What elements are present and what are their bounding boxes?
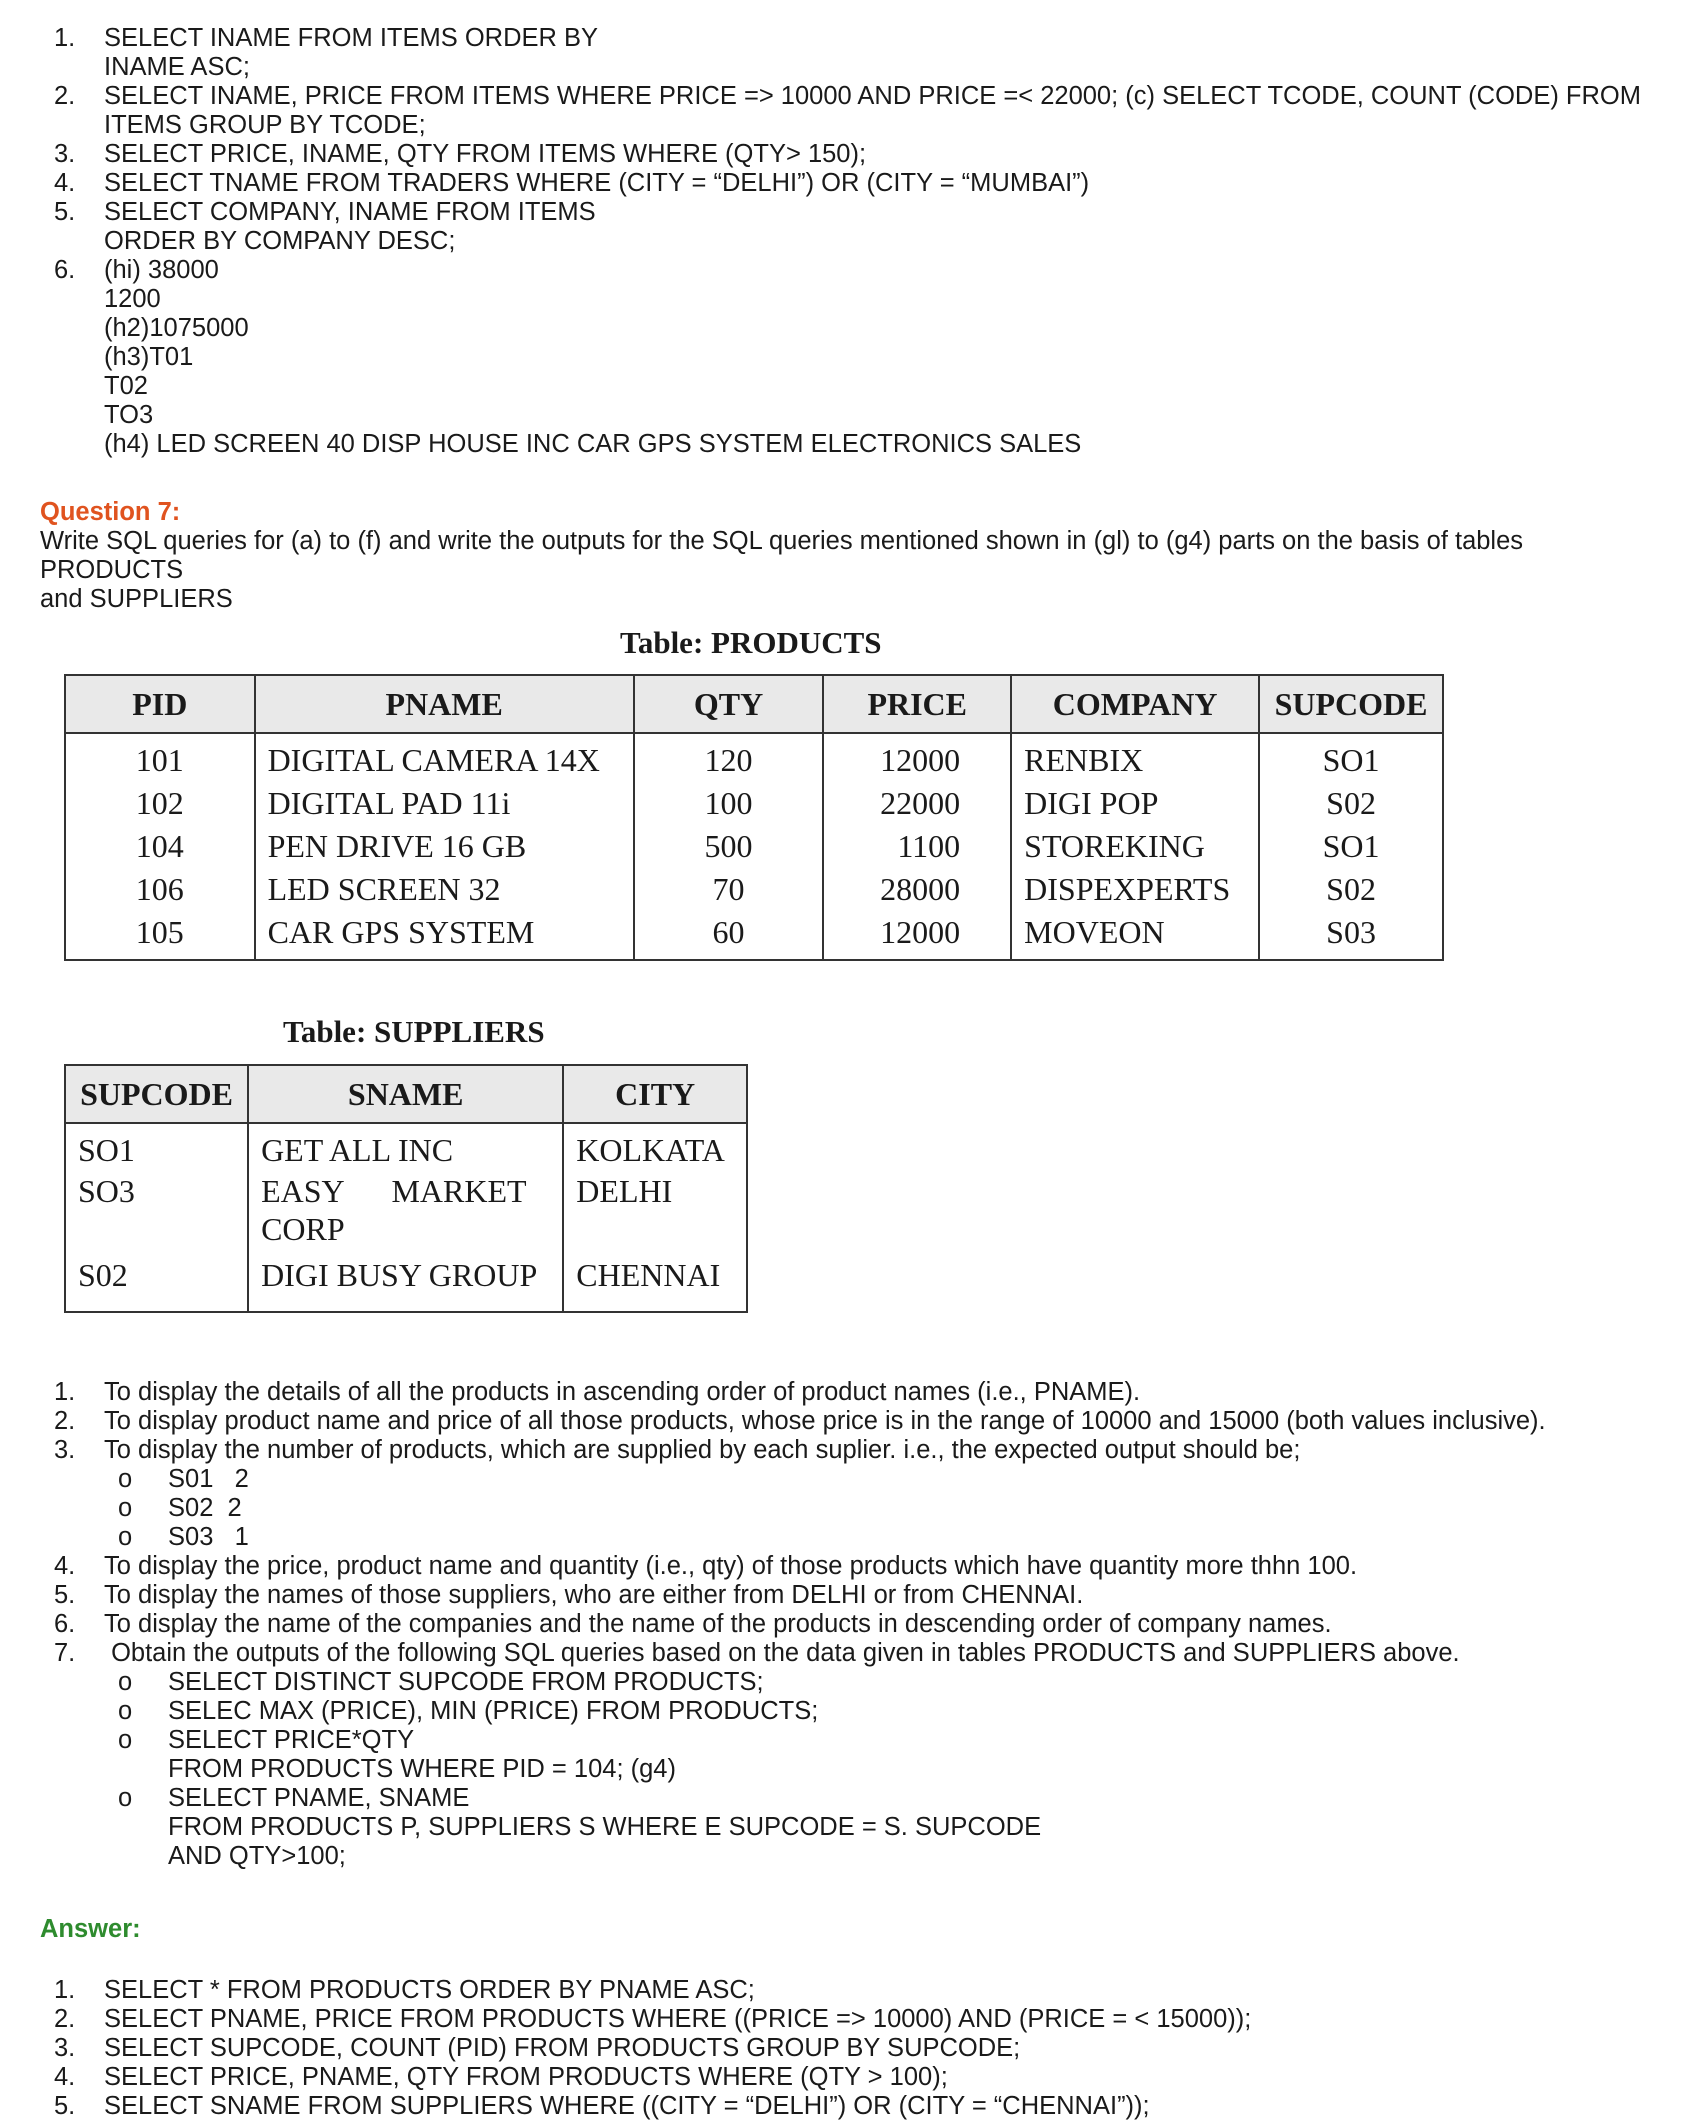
table-cell: 500 bbox=[634, 828, 824, 871]
table-cell: 12000 bbox=[823, 914, 1011, 960]
table-cell: DISPEXPERTS bbox=[1011, 871, 1259, 914]
table-row bbox=[65, 871, 1443, 914]
list-item: 1. To display the details of all the products in ascending order of product names (i.e., PNAME). bbox=[54, 1378, 1141, 1406]
table-row bbox=[65, 1257, 747, 1312]
table-cell: LED SCREEN 32 bbox=[255, 871, 634, 914]
column-header: QTY bbox=[634, 675, 824, 733]
table-row bbox=[65, 1123, 747, 1173]
table-header-row bbox=[65, 675, 1443, 733]
table-cell: SO1 bbox=[1259, 733, 1443, 785]
suppliers-table bbox=[64, 1064, 748, 1313]
list-item: 1. SELECT INAME FROM ITEMS ORDER BY INAME ASC; bbox=[54, 24, 599, 81]
list-item: o SELECT PNAME, SNAME FROM PRODUCTS P, SUPPLIERS S WHERE E SUPCODE = S. SUPCODE AND QTY>100; bbox=[118, 1784, 1042, 1870]
list-item: 4. SELECT PRICE, PNAME, QTY FROM PRODUCTS WHERE (QTY > 100); bbox=[54, 2063, 948, 2091]
table-cell: SO3 bbox=[65, 1173, 248, 1211]
table-cell: S02 bbox=[1259, 871, 1443, 914]
question-heading: Question 7: bbox=[40, 498, 181, 526]
list-item: 4. SELECT TNAME FROM TRADERS WHERE (CITY = “DELHI”) OR (CITY = “MUMBAI”) bbox=[54, 169, 1090, 197]
list-item: o S01 2 bbox=[118, 1465, 249, 1493]
list-item: o SELECT DISTINCT SUPCODE FROM PRODUCTS; bbox=[118, 1668, 764, 1696]
answer-heading: Answer: bbox=[40, 1915, 141, 1943]
table-cell: DIGI BUSY GROUP bbox=[248, 1257, 563, 1312]
table-cell: EASY MARKET bbox=[248, 1173, 563, 1211]
table-row bbox=[65, 914, 1443, 960]
task-list bbox=[40, 1378, 1680, 1871]
table-cell: CORP bbox=[248, 1211, 563, 1257]
list-item: 5. SELECT COMPANY, INAME FROM ITEMS ORDER BY COMPANY DESC; bbox=[54, 198, 596, 255]
column-header: SUPCODE bbox=[1259, 675, 1443, 733]
table-row bbox=[65, 733, 1443, 785]
table-cell: 106 bbox=[65, 871, 255, 914]
table-row bbox=[65, 1211, 747, 1257]
table-row bbox=[65, 1173, 747, 1211]
table-cell: RENBIX bbox=[1011, 733, 1259, 785]
table-cell: 102 bbox=[65, 785, 255, 828]
column-header: SNAME bbox=[248, 1065, 563, 1123]
table-cell: DIGITAL PAD 11i bbox=[255, 785, 634, 828]
table-cell: DELHI bbox=[563, 1173, 747, 1211]
list-item: o SELEC MAX (PRICE), MIN (PRICE) FROM PRODUCTS; bbox=[118, 1697, 819, 1725]
top-answer-list bbox=[40, 24, 1680, 459]
table-cell: 104 bbox=[65, 828, 255, 871]
table-cell: 120 bbox=[634, 733, 824, 785]
table-cell: PEN DRIVE 16 GB bbox=[255, 828, 634, 871]
list-item: 3. SELECT SUPCODE, COUNT (PID) FROM PRODUCTS GROUP BY SUPCODE; bbox=[54, 2034, 1021, 2062]
question-text: Write SQL queries for (a) to (f) and write the outputs for the SQL queries mentioned shown in (gl) to (g4) parts on the basis of tables PRODUCTS and SUPPLIERS bbox=[40, 527, 1524, 613]
list-item: 5. To display the names of those suppliers, who are either from DELHI or from CHENNAI. bbox=[54, 1581, 1084, 1609]
products-table-caption: Table: PRODUCTS bbox=[620, 625, 882, 660]
column-header: PID bbox=[65, 675, 255, 733]
list-item: 5. SELECT SNAME FROM SUPPLIERS WHERE ((CITY = “DELHI”) OR (CITY = “CHENNAI”)); bbox=[54, 2092, 1150, 2120]
expected-output-list bbox=[104, 1465, 1680, 1552]
table-cell: KOLKATA bbox=[563, 1123, 747, 1173]
table-cell: 70 bbox=[634, 871, 824, 914]
table-cell: MOVEON bbox=[1011, 914, 1259, 960]
table-cell: 60 bbox=[634, 914, 824, 960]
list-item: 2. SELECT PNAME, PRICE FROM PRODUCTS WHERE ((PRICE => 10000) AND (PRICE = < 15000)); bbox=[54, 2005, 1252, 2033]
products-table bbox=[64, 674, 1444, 961]
table-cell: 28000 bbox=[823, 871, 1011, 914]
suppliers-table-caption: Table: SUPPLIERS bbox=[283, 1014, 545, 1049]
table-cell bbox=[563, 1211, 747, 1257]
list-item: 3. To display the number of products, which are supplied by each suplier. i.e., the expected output should be; o S01 2 o S02 2 o S03 1 bbox=[40, 1436, 1680, 1552]
table-cell: DIGI POP bbox=[1011, 785, 1259, 828]
column-header: PNAME bbox=[255, 675, 634, 733]
table-cell: 100 bbox=[634, 785, 824, 828]
table-cell: STOREKING bbox=[1011, 828, 1259, 871]
table-cell: SO1 bbox=[65, 1123, 248, 1173]
column-header: PRICE bbox=[823, 675, 1011, 733]
list-item: 6. To display the name of the companies and the name of the products in descending order of company names. bbox=[54, 1610, 1332, 1638]
column-header: COMPANY bbox=[1011, 675, 1259, 733]
table-cell: CAR GPS SYSTEM bbox=[255, 914, 634, 960]
sql-query-list bbox=[104, 1668, 1680, 1871]
list-item: 7. Obtain the outputs of the following SQL queries based on the data given in tables PRODUCTS and SUPPLIERS above. o SELECT DISTINCT SUPCODE FROM PRODUCTS; o SELEC MAX (PRICE), MIN (PRICE) FROM PRODUCTS; o SELECT PRICE*QTY FROM PRODUCTS WHERE PID = 104; (g4) o SELECT PNAME, SNAME FROM PRODUCTS P, SUPPLIERS S WHERE E SUPCODE = S. SUPCODE AND QTY>100; bbox=[40, 1639, 1680, 1871]
column-header: SUPCODE bbox=[65, 1065, 248, 1123]
list-item: 2. SELECT INAME, PRICE FROM ITEMS WHERE PRICE => 10000 AND PRICE =< 22000; (c) SELECT TCODE, COUNT (CODE) FROM ITEMS GROUP BY TCODE; bbox=[54, 82, 1641, 139]
list-item: 3. SELECT PRICE, INAME, QTY FROM ITEMS WHERE (QTY> 150); bbox=[54, 140, 867, 168]
list-item: o SELECT PRICE*QTY FROM PRODUCTS WHERE PID = 104; (g4) bbox=[118, 1726, 676, 1783]
list-item: 2. To display product name and price of all those products, whose price is in the range of 10000 and 15000 (both values inclusive). bbox=[54, 1407, 1546, 1435]
table-row bbox=[65, 785, 1443, 828]
list-item: 6. (hi) 38000 1200 (h2)1075000 (h3)T01 T02 TO3 (h4) LED SCREEN 40 DISP HOUSE INC CAR GPS SYSTEM ELECTRONICS SALES bbox=[54, 256, 1082, 458]
table-cell: 1100 bbox=[823, 828, 1011, 871]
table-cell bbox=[65, 1211, 248, 1257]
table-cell: 12000 bbox=[823, 733, 1011, 785]
list-item: o S03 1 bbox=[118, 1523, 249, 1551]
table-cell: 105 bbox=[65, 914, 255, 960]
table-cell: 22000 bbox=[823, 785, 1011, 828]
table-cell: 101 bbox=[65, 733, 255, 785]
table-cell: SO1 bbox=[1259, 828, 1443, 871]
table-header-row bbox=[65, 1065, 747, 1123]
table-cell: S02 bbox=[1259, 785, 1443, 828]
list-item: o S02 2 bbox=[118, 1494, 242, 1522]
list-item: 4. To display the price, product name and quantity (i.e., qty) of those products which have quantity more thhn 100. bbox=[54, 1552, 1358, 1580]
table-cell: DIGITAL CAMERA 14X bbox=[255, 733, 634, 785]
table-cell: CHENNAI bbox=[563, 1257, 747, 1312]
table-cell: S02 bbox=[65, 1257, 248, 1312]
table-cell: S03 bbox=[1259, 914, 1443, 960]
answer-list bbox=[40, 1976, 1680, 2121]
table-cell: GET ALL INC bbox=[248, 1123, 563, 1173]
table-row bbox=[65, 828, 1443, 871]
list-item: 1. SELECT * FROM PRODUCTS ORDER BY PNAME ASC; bbox=[54, 1976, 755, 2004]
column-header: CITY bbox=[563, 1065, 747, 1123]
